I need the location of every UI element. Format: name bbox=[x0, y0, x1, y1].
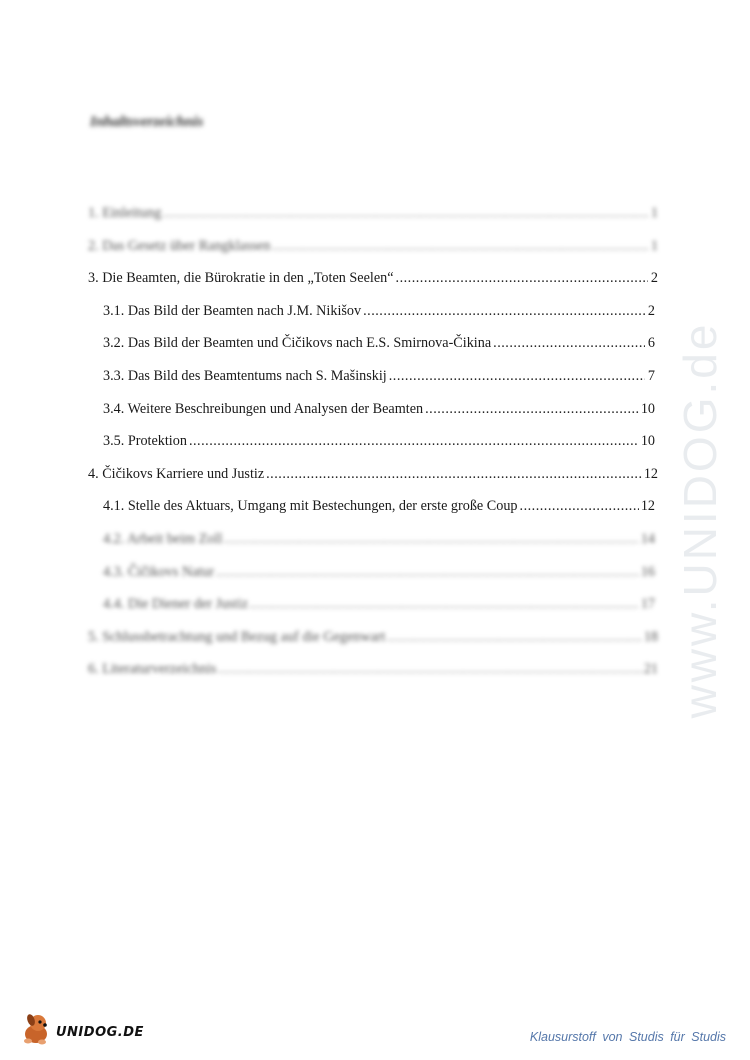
toc-leader-dots bbox=[189, 428, 639, 454]
toc-entry-title: 3.3. Das Bild des Beamtentums nach S. Mašinskij bbox=[103, 367, 387, 384]
toc-leader-dots bbox=[272, 233, 648, 259]
toc-entry-title: 4.1. Stelle des Aktuars, Umgang mit Bestechungen, der erste große Coup bbox=[103, 498, 518, 515]
toc-entry-page: 1 bbox=[650, 205, 658, 221]
toc-entry[interactable] bbox=[88, 396, 655, 429]
toc-leader-dots bbox=[266, 461, 642, 487]
toc-entry[interactable] bbox=[88, 330, 655, 363]
logo-text: UNIDOG.DE bbox=[56, 1024, 144, 1040]
toc-leader-dots bbox=[520, 493, 639, 519]
toc-entry[interactable] bbox=[88, 265, 658, 298]
toc-entry-title: 4.4. Die Diener der Justiz bbox=[103, 596, 248, 613]
toc-leader-dots bbox=[163, 200, 648, 226]
toc-entry-title: 3.4. Weitere Beschreibungen und Analysen der Beamten bbox=[103, 400, 424, 417]
toc-entry-title: 3. Die Beamten, die Bürokratie in den „Toten Seelen“ bbox=[88, 270, 394, 287]
toc-entry-title: 3.1. Das Bild der Beamten nach J.M. Nikišov bbox=[103, 302, 362, 319]
toc-entry[interactable] bbox=[88, 656, 658, 689]
watermark: www.UNIDOG.de bbox=[674, 321, 726, 719]
toc-entry-title: 4.3. Čičikovs Natur bbox=[103, 563, 215, 580]
toc-entry-page: 10 bbox=[640, 433, 655, 450]
footer-slogan: Klausurstoff von Studis für Studis bbox=[529, 1030, 726, 1044]
toc-leader-dots bbox=[216, 559, 639, 585]
toc-entry-page: 17 bbox=[640, 596, 655, 613]
toc-entry[interactable] bbox=[88, 591, 655, 624]
toc-entry-page: 12 bbox=[643, 465, 658, 482]
table-of-contents bbox=[88, 200, 658, 689]
toc-entry-title: 2. Das Gesetz über Rangklassen bbox=[88, 237, 271, 254]
toc-entry[interactable] bbox=[88, 200, 658, 233]
toc-leader-dots bbox=[387, 624, 641, 650]
toc-entry-page: 6 bbox=[647, 335, 655, 352]
toc-leader-dots bbox=[396, 265, 648, 291]
toc-entry-page: 14 bbox=[640, 530, 655, 547]
toc-entry-title: 3.2. Das Bild der Beamten und Čičikovs nach E.S. Smirnova-Čikina bbox=[103, 335, 492, 352]
toc-entry[interactable] bbox=[88, 526, 655, 559]
toc-entry[interactable] bbox=[88, 298, 655, 331]
toc-entry[interactable] bbox=[88, 624, 658, 657]
toc-heading: Inhaltsverzeichnis bbox=[90, 114, 204, 130]
toc-leader-dots bbox=[425, 396, 639, 422]
toc-entry[interactable] bbox=[88, 428, 655, 461]
toc-leader-dots bbox=[250, 591, 639, 617]
toc-entry-page: 1 bbox=[650, 237, 658, 254]
toc-entry[interactable] bbox=[88, 461, 658, 494]
toc-entry-page: 7 bbox=[647, 367, 655, 384]
toc-entry-page: 21 bbox=[643, 661, 658, 678]
dog-mascot-icon bbox=[18, 1010, 58, 1046]
toc-entry[interactable] bbox=[88, 493, 655, 526]
toc-entry-page: 2 bbox=[647, 302, 655, 319]
toc-leader-dots bbox=[389, 363, 645, 389]
toc-leader-dots bbox=[224, 526, 638, 552]
toc-entry-page: 10 bbox=[640, 400, 655, 417]
toc-entry-page: 2 bbox=[650, 270, 658, 287]
toc-entry-page: 12 bbox=[640, 498, 655, 515]
toc-entry[interactable] bbox=[88, 233, 658, 266]
toc-entry[interactable] bbox=[88, 363, 655, 396]
toc-entry-title: 1. Einleitung bbox=[88, 205, 162, 221]
toc-entry-page: 16 bbox=[640, 563, 655, 580]
toc-entry-title: 6. Literaturverzeichnis bbox=[88, 661, 217, 678]
toc-entry-page: 18 bbox=[643, 628, 658, 645]
toc-entry-title: 4. Čičikovs Karriere und Justiz bbox=[88, 465, 265, 482]
toc-entry-title: 3.5. Protektion bbox=[103, 433, 187, 450]
toc-entry[interactable] bbox=[88, 559, 655, 592]
toc-leader-dots bbox=[218, 656, 641, 682]
toc-entry-title: 4.2. Arbeit beim Zoll bbox=[103, 530, 223, 547]
unidog-logo bbox=[18, 1010, 144, 1046]
toc-leader-dots bbox=[363, 298, 645, 324]
toc-entry-title: 5. Schlussbetrachtung und Bezug auf die Gegenwart bbox=[88, 628, 386, 645]
toc-leader-dots bbox=[493, 330, 645, 356]
